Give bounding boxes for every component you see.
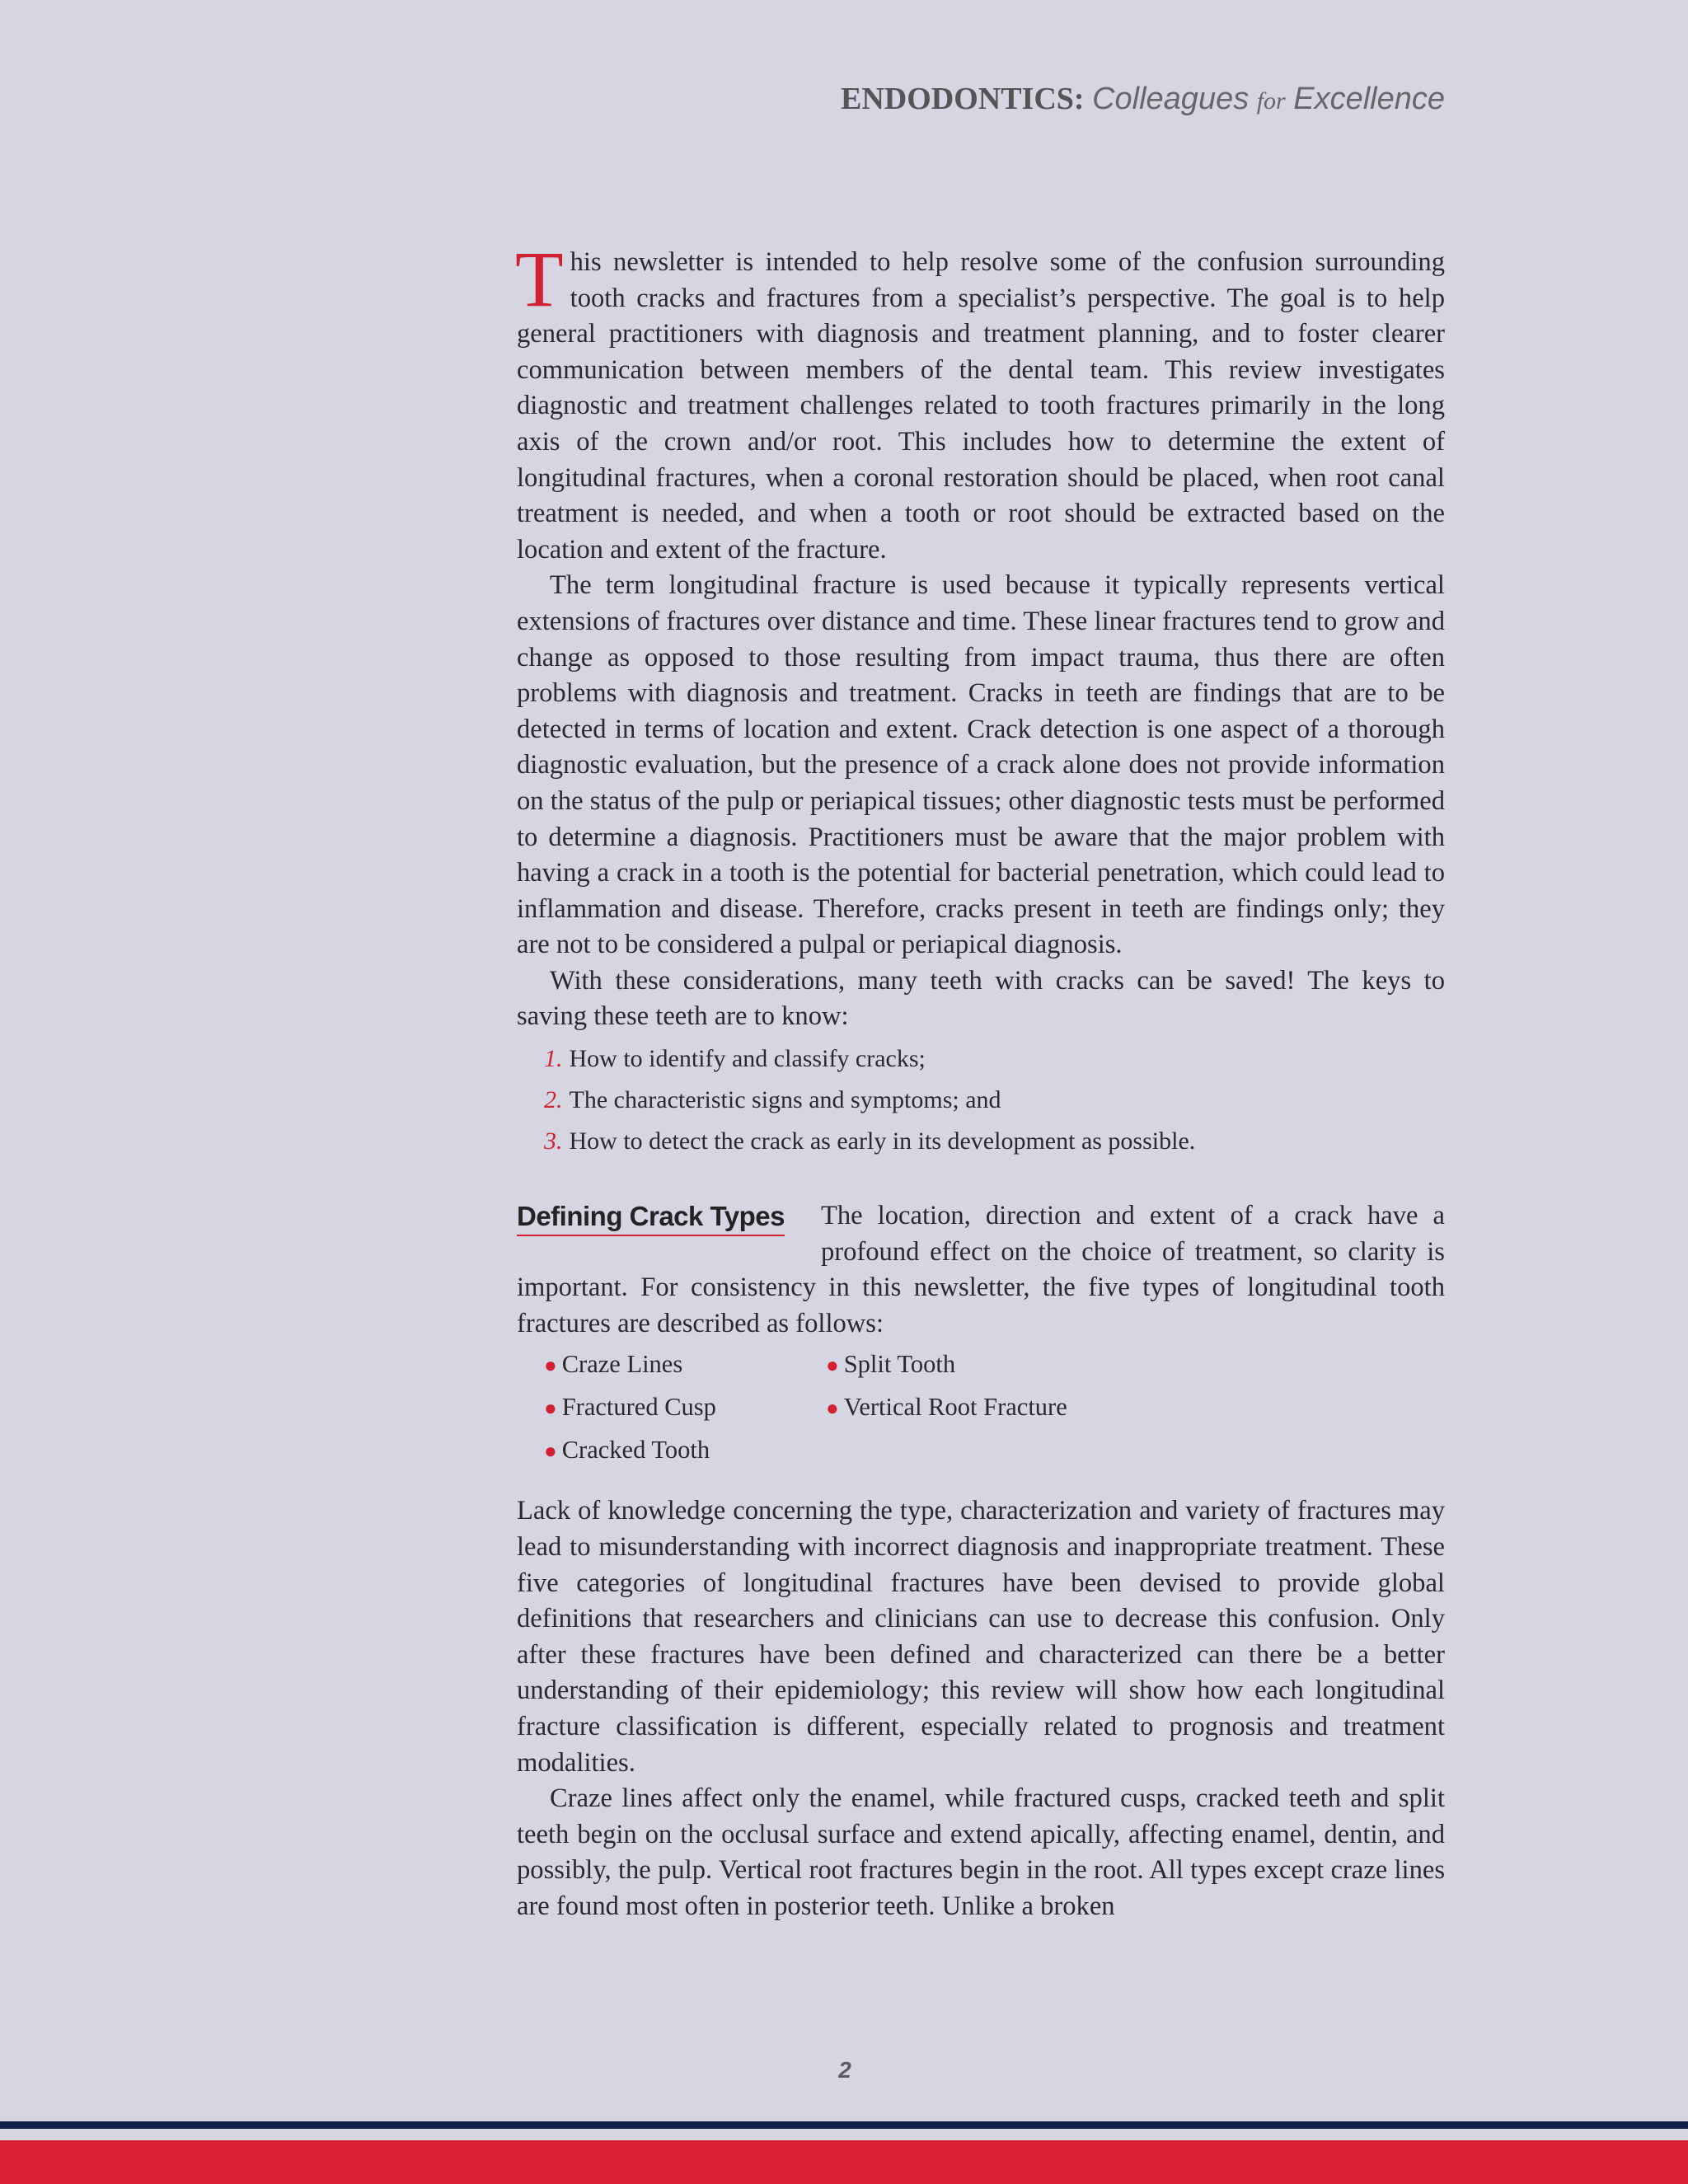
section-paragraph-1-text: The location, direction and extent of a crack have a profound effect on the choice of treatment, so clarity is important. For consistency in this newsletter, the five types of longitudinal tooth fractures are described as follows: <box>517 1201 1445 1338</box>
crack-type-label: Vertical Root Fracture <box>843 1393 1067 1422</box>
list-number: 2. <box>544 1086 563 1114</box>
footer-navy-stripe <box>0 2121 1688 2129</box>
list-item <box>826 1343 1238 1386</box>
list-item <box>544 1038 1445 1080</box>
intro-paragraph-1-text: his newsletter is intended to help resolve some of the confusion surrounding tooth cracks and fractures from a specialist’s perspective. The goal is to help general practitioners with diagnosis and treatment planning, and to foster clearer communication between members of the dental team. This review investigates diagnostic and treatment challenges related to tooth fractures primarily in the long axis of the crown and/or root. This includes how to determine the extent of longitudinal fractures, when a coronal restoration should be placed, when root canal treatment is needed, and when a tooth or root should be extracted based on the location and extent of the fracture. <box>517 247 1445 565</box>
list-number: 3. <box>544 1127 563 1155</box>
list-item <box>544 1121 1445 1162</box>
intro-paragraph-3: With these considerations, many teeth with cracks can be saved! The keys to saving these teeth are to know: <box>517 965 1445 1032</box>
section-paragraph-2: Lack of knowledge concerning the type, characterization and variety of fractures may lead to misunderstanding with incorrect diagnosis and inappropriate treatment. These five categories of longitudinal fractures have been devised to provide global definitions that researchers and clinicians can use to decrease this confusion. Only after these fractures have been defined and characterized can there be a better understanding of their epidemiology; this review will show how each longitudinal fracture classification is different, especially related to prognosis and treatment modalities. <box>517 1496 1445 1778</box>
article-body <box>515 235 1445 1925</box>
list-item-text: How to detect the crack as early in its development as possible. <box>569 1127 1196 1155</box>
section-heading: Defining Crack Types <box>517 1198 785 1236</box>
header-publication: ENDODONTICS: <box>840 82 1085 116</box>
list-item <box>544 1386 826 1429</box>
header-excellence: Excellence <box>1293 82 1445 116</box>
crack-type-label: Split Tooth <box>843 1350 956 1379</box>
bullet-icon: ● <box>544 1439 557 1464</box>
list-item <box>544 1429 826 1472</box>
drop-cap: T <box>515 235 564 323</box>
list-number: 1. <box>544 1045 563 1073</box>
crack-types-list <box>544 1343 1445 1472</box>
crack-type-label: Craze Lines <box>561 1350 683 1379</box>
list-item <box>826 1386 1238 1429</box>
bullet-icon: ● <box>544 1353 557 1378</box>
list-item-text: The characteristic signs and symptoms; and <box>569 1086 1001 1114</box>
list-item-text: How to identify and classify cracks; <box>569 1045 926 1073</box>
list-item <box>544 1343 826 1386</box>
keys-list <box>517 1038 1445 1162</box>
crack-type-label: Cracked Tooth <box>561 1436 710 1465</box>
bullet-icon: ● <box>544 1396 557 1421</box>
intro-paragraph-2: The term longitudinal fracture is used because it typically represents vertical extensions of fractures over distance and time. These linear fractures tend to grow and change as opposed to those resulting from impact trauma, thus there are often problems with diagnosis and treatment. Cracks in teeth are findings that are to be detected in terms of location and extent. Crack detection is one aspect of a thorough diagnostic evaluation, but the presence of a crack alone does not provide information on the status of the pulp or periapical tissues; other diagnostic tests must be performed to determine a diagnosis. Practitioners must be aware that the major problem with having a crack in a tooth is the potential for bacterial penetration, which could lead to inflammation and disease. Therefore, cracks present in teeth are findings only; they are not to be considered a pulpal or periapical diagnosis. <box>517 570 1445 960</box>
running-header <box>841 81 1445 117</box>
section-paragraph-3: Craze lines affect only the enamel, while fractured cusps, cracked teeth and split teeth begin on the occlusal surface and extend apically, affecting enamel, dentin, and possibly, the pulp. Vertical root fractures begin in the root. All types except craze lines are found most often in posterior teeth. Unlike a broken <box>517 1783 1445 1921</box>
header-for: for <box>1256 87 1286 115</box>
list-item <box>544 1080 1445 1121</box>
page-number: 2 <box>838 2057 851 2083</box>
bullet-icon: ● <box>826 1396 839 1421</box>
section-paragraph-1 <box>517 1198 1445 1342</box>
bullet-icon: ● <box>826 1353 839 1378</box>
intro-paragraph-1 <box>515 235 1445 568</box>
defining-crack-types-section <box>517 1198 1445 1925</box>
footer-red-band <box>0 2140 1688 2184</box>
spacer <box>517 1472 1445 1493</box>
header-colleagues: Colleagues <box>1092 82 1250 116</box>
crack-type-label: Fractured Cusp <box>561 1393 716 1422</box>
